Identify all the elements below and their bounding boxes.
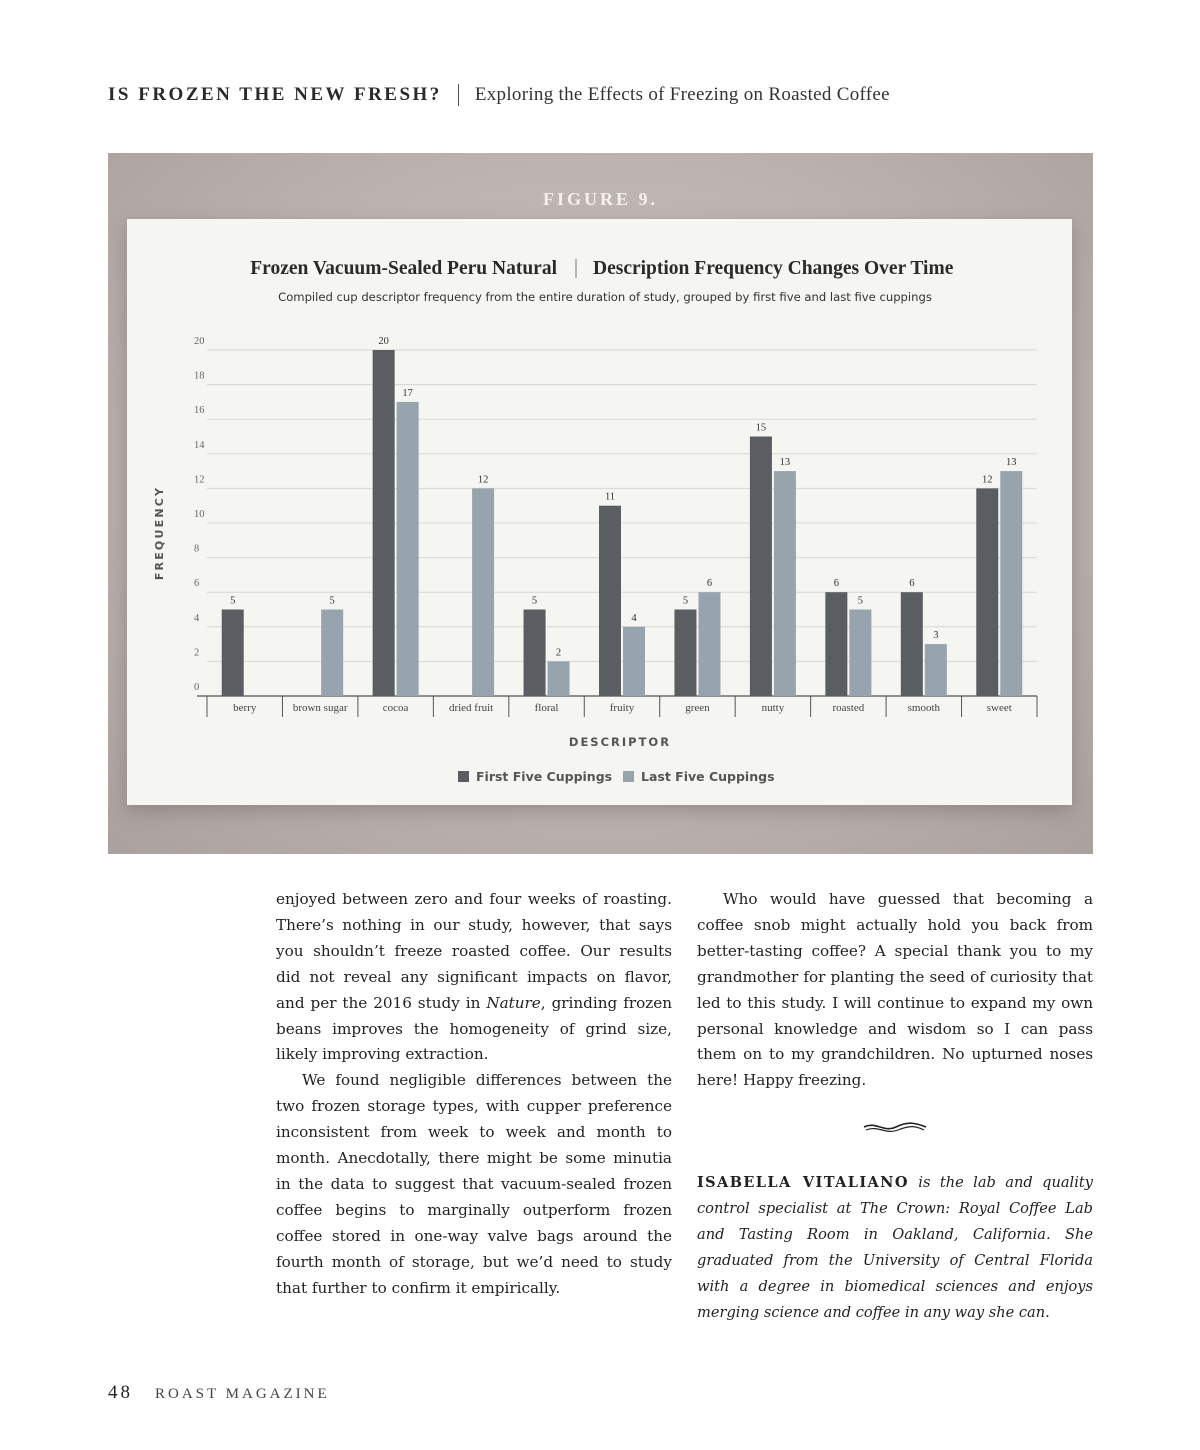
y-tick-label: 4 (194, 612, 200, 624)
data-label: 20 (378, 336, 389, 347)
author-bio-text: is the lab and quality control specialist at The Crown: Royal Coffee Lab and Tasting Room in Oakland, California. She graduated from the University of Central Florida with a degree in biomedical sciences and enjoys merging science and coffee in any way she can. (697, 1174, 1093, 1322)
x-tick-label: nutty (761, 702, 785, 714)
bar (825, 592, 847, 696)
data-label: 3 (933, 630, 939, 642)
chart-title: Frozen Vacuum-Sealed Peru Natural (250, 258, 557, 279)
data-label: 5 (531, 595, 538, 607)
x-axis-label: DESCRIPTOR (568, 735, 672, 749)
data-label: 6 (833, 578, 839, 590)
data-label: 12 (982, 474, 993, 486)
bar (698, 592, 720, 696)
data-label: 13 (1006, 457, 1017, 469)
data-label: 12 (477, 474, 489, 486)
bar (472, 488, 494, 696)
y-tick-label: 16 (194, 405, 205, 417)
x-tick-label: cocoa (382, 702, 409, 714)
bar (548, 661, 570, 696)
data-label: 5 (329, 595, 335, 607)
bar (397, 402, 419, 696)
magazine-name: ROAST MAGAZINE (155, 1386, 330, 1402)
flourish-ornament-icon (862, 1122, 928, 1136)
author-name: ISABELLA VITALIANO (697, 1174, 909, 1192)
bar (750, 437, 772, 697)
y-tick-label: 14 (194, 439, 205, 451)
left-p1-text: enjoyed between zero and four weeks of roasting. There’s nothing in our study, however, that says you shouldn’t freeze roasted coffee. Our results did not reveal any significant impacts on flavor, and per the 2016 study in (276, 890, 672, 1012)
chart-subtitle: Compiled cup descriptor frequency from the entire duration of study, grouped by first five and last five cuppings (278, 290, 932, 304)
data-label: 17 (402, 387, 413, 399)
x-tick-label: berry (233, 702, 257, 714)
right-column (697, 887, 1093, 1326)
y-tick-label: 8 (194, 543, 200, 555)
data-label: 4 (631, 612, 637, 624)
running-head (108, 84, 890, 106)
y-tick-label: 20 (194, 336, 205, 347)
right-paragraph-1: Who would have guessed that becoming a coffee snob might actually hold you back from better-tasting coffee? A special thank you to my grandmother for planting the seed of curiosity that led to this study. I will continue to expand my own personal knowledge and wisdom so I can pass them on to my grandchildren. No upturned noses here! Happy freezing. (697, 890, 1093, 1090)
bar (222, 610, 244, 697)
x-tick-label: roasted (832, 702, 865, 714)
x-tick-label: smooth (907, 702, 941, 714)
bar (674, 610, 696, 697)
x-tick-label: dried fruit (448, 702, 494, 714)
y-axis-label: FREQUENCY (153, 485, 166, 581)
bar (925, 644, 947, 696)
data-label: 5 (682, 595, 689, 607)
legend-label-first: First Five Cuppings (476, 769, 613, 784)
legend-swatch-first (458, 771, 469, 782)
data-label: 5 (230, 595, 236, 607)
left-p1-emphasis: Nature (486, 993, 541, 1012)
x-tick-label: brown sugar (292, 702, 348, 714)
data-label: 6 (706, 578, 713, 590)
bar-chart (127, 219, 1072, 805)
article-title: IS FROZEN THE NEW FRESH? (108, 84, 442, 105)
y-tick-label: 2 (194, 647, 200, 659)
y-tick-label: 0 (194, 682, 200, 693)
chart-legend (458, 769, 775, 784)
bar (599, 506, 621, 696)
legend-swatch-last (623, 771, 634, 782)
data-label: 5 (857, 595, 863, 607)
y-tick-label: 12 (194, 474, 205, 486)
left-column (276, 887, 672, 1302)
x-tick-label: sweet (986, 702, 1012, 714)
y-tick-label: 10 (194, 509, 205, 520)
chart-card (127, 219, 1072, 805)
bar (976, 488, 998, 696)
data-label: 13 (779, 457, 791, 469)
legend-label-last: Last Five Cuppings (641, 769, 775, 784)
data-label: 11 (604, 491, 616, 503)
page-number: 48 (108, 1382, 133, 1403)
left-paragraph-2: We found negligible differences between the two frozen storage types, with cupper preference inconsistent from week to week and month to month. Anecdotally, there might be some minutia in the data to suggest that vacuum-sealed frozen coffee begins to marginally outperform frozen coffee stored in one-way valve bags around the fourth month of storage, but we’d need to study that further to confirm it empirically. (276, 1071, 672, 1297)
bar (373, 350, 395, 696)
figure-label: FIGURE 9. (542, 189, 658, 209)
bar (774, 471, 796, 696)
bar (901, 592, 923, 696)
x-tick-label: fruity (609, 702, 635, 714)
header-divider (458, 84, 459, 106)
left-paragraph-1 (276, 887, 672, 1068)
page-footer (108, 1382, 330, 1404)
bar (849, 610, 871, 697)
data-label: 2 (555, 647, 562, 659)
chart-title-right: Description Frequency Changes Over Time (593, 258, 954, 279)
bar (321, 610, 343, 697)
x-tick-label: floral (534, 702, 559, 714)
bar (524, 610, 546, 697)
data-label: 15 (755, 422, 767, 434)
figure-panel (108, 153, 1093, 854)
x-tick-label: green (685, 702, 710, 714)
y-tick-label: 6 (194, 578, 200, 590)
data-label: 6 (909, 578, 915, 590)
left-p1-end: , grinding frozen beans improves the homogeneity of grind size, likely improving extraction. (276, 993, 673, 1064)
y-tick-label: 18 (194, 370, 205, 382)
author-bio (697, 1170, 1093, 1326)
bar (623, 627, 645, 696)
bar (1000, 471, 1022, 696)
article-subtitle: Exploring the Effects of Freezing on Roasted Coffee (474, 84, 890, 105)
